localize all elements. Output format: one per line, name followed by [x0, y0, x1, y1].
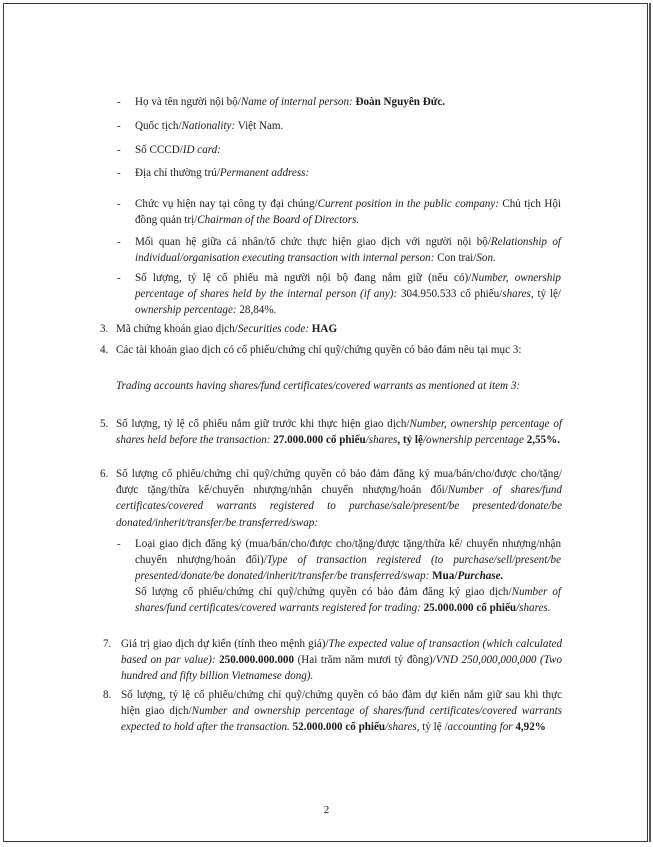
trading-accounts-en: Trading accounts having shares/fund certificates/covered warrants as mentioned at item 3:	[116, 380, 521, 392]
current-position-paragraph: Chức vụ hiện nay tại công ty đại chúng/Current position in the public company: Chủ tịch Hội đồng quản trị/Chairman of the Board of Directors.	[135, 198, 561, 227]
page-edge-shadow	[649, 3, 651, 842]
bullet-dash: -	[117, 236, 121, 248]
permanent-address-line: Địa chỉ thường trú/Permanent address:	[135, 167, 310, 179]
relationship-paragraph: Mối quan hệ giữa cá nhân/tổ chức thực hiện giao dịch với người nội bộ/Relationship of individual/organisation executing transaction with internal person: Con trai/Son.	[135, 236, 561, 265]
page-number: 2	[323, 804, 330, 816]
shares-after-transaction: Số lượng, tỷ lệ cổ phiếu/chứng chỉ quỹ/chứng quyền có bảo đảm dự kiến nắm giữ sau khi thực hiện giao dịch/Number and ownership percentage of shares/fund certificates/covered warrants expected to hold after the transaction. 52.000.000 cổ phiếu/shares, tỷ lệ /accounting for 4,92%	[121, 689, 562, 734]
expected-value-paragraph: Giá trị giao dịch dự kiến (tính theo mệnh giá)/The expected value of transaction (which calculated based on par value): 250.000.000.000 (Hai trăm năm mươi tỷ đồng)/VND 250,000,000,000 (Two hundred and fifty billion Vietnamese dong).	[121, 638, 562, 683]
bullet-dash: -	[117, 144, 121, 156]
bullet-dash: -	[117, 198, 121, 210]
shares-held-paragraph: Số lượng, tỷ lệ cổ phiếu mà người nội bộ đang nắm giữ (nếu có)/Number, ownership percentage of shares held by the internal person (if any): 304.950.533 cổ phiếu/shares, tỷ lệ/ ownership percentage: 28,84%.	[135, 272, 561, 317]
trading-accounts-vi: Các tài khoản giao dịch có cổ phiếu/chứng chỉ quỹ/chứng quyền có bảo đảm nêu tại mục 3:	[116, 344, 522, 356]
item-number: 6.	[100, 468, 109, 480]
bullet-dash: -	[117, 120, 121, 132]
item-number: 4.	[100, 344, 109, 356]
bullet-dash: -	[117, 167, 121, 179]
registered-shares-paragraph: Số lượng cổ phiếu/chứng chỉ quỹ/chứng quyền có bảo đảm đăng ký mua/bán/cho/được cho/tặng/được tặng/thừa kế/chuyển nhượng/nhận chuyển nhượng/hoán đổi/Number of shares/fund certificates/covered warrants registered to purchase/sale/present/be presented/donate/be donated/inherit/transfer/be transferred/swap:	[116, 468, 562, 529]
id-card-line: Số CCCD/ID card:	[135, 144, 221, 156]
securities-code-line: Mã chứng khoán giao dịch/Securities code: HAG	[116, 323, 338, 335]
item-number: 5.	[100, 418, 109, 430]
internal-person-name: Họ và tên người nội bộ/Name of internal person: Đoàn Nguyên Đức.	[135, 96, 446, 108]
shares-before-transaction: Số lượng, tỷ lệ cổ phiếu nắm giữ trước khi thực hiện giao dịch/Number, ownership percentage of shares held before the transaction: 27.000.000 cổ phiếu/shares, tỷ lệ/ownership percentage 2,55%.	[116, 418, 562, 447]
bullet-dash: -	[117, 538, 121, 550]
item-number: 8.	[103, 689, 112, 701]
registered-trading-paragraph: Số lượng cổ phiếu/chứng chỉ quỹ/chứng quyền có bảo đảm đăng ký giao dịch/Number of shares/fund certificates/covered warrants registered for trading: 25.000.000 cổ phiếu/shares.	[135, 586, 561, 615]
bullet-dash: -	[117, 272, 121, 284]
item-number: 7.	[103, 638, 112, 650]
nationality-line: Quốc tịch/Nationality: Việt Nam.	[135, 120, 284, 132]
bullet-dash: -	[117, 96, 121, 108]
item-number: 3.	[100, 323, 109, 335]
transaction-type-paragraph: Loại giao dịch đăng ký (mua/bán/cho/được cho/tặng/được tặng/thừa kế/ chuyển nhượng/nhận chuyển nhượng/hoán đổi)/Type of transaction registered (to purchase/sell/present/be presented/donate/be donated/inherit/transfer/be transferred/swap: Mua/Purchase.	[135, 538, 561, 583]
